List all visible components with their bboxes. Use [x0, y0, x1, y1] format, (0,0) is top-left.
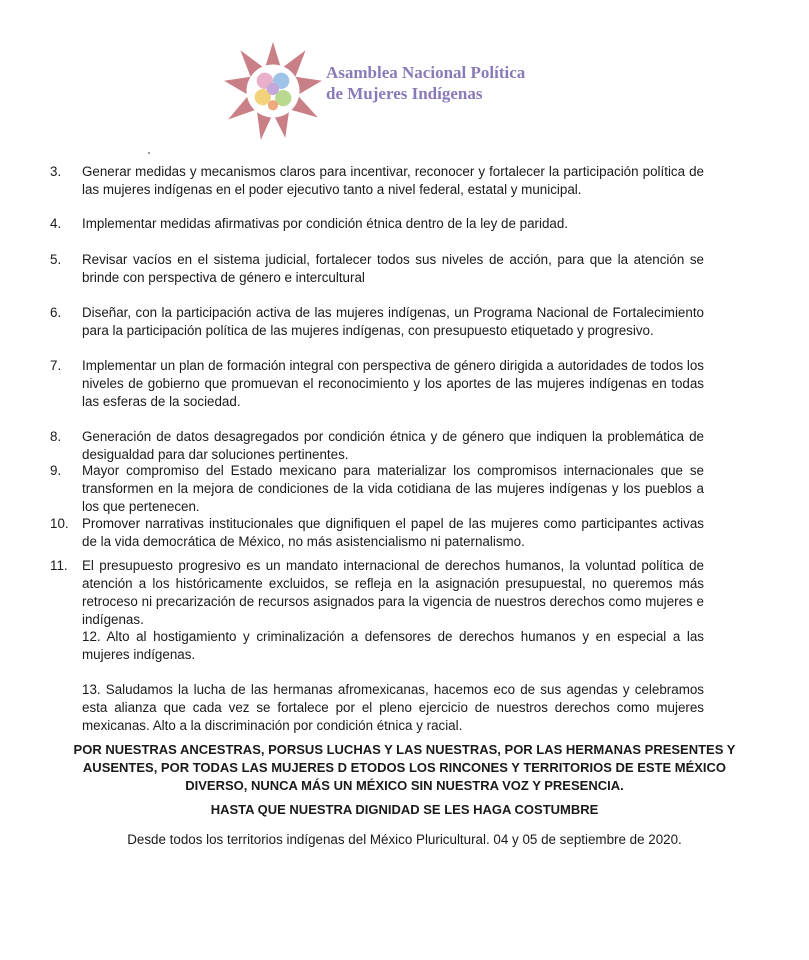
list-item-text: El presupuesto progresivo es un mandato internacional de derechos humanos, la voluntad política de atención a los históricamente excluidos, se refleja en la asignación presupuestal, no queremos más retroceso ni precarización de recursos asignados para la vigencia de nuestros derechos como mujeres e indígenas.	[82, 558, 704, 627]
list-item	[50, 557, 704, 629]
list-item-text: Implementar medidas afirmativas por condición étnica dentro de la ley de paridad.	[82, 216, 569, 231]
list-item	[50, 428, 704, 464]
list-item-text: Diseñar, con la participación activa de las mujeres indígenas, un Programa Nacional de Fortalecimiento para la participación política de las mujeres indígenas, con presupuesto etiquetado y progresivo.	[82, 305, 704, 338]
list-item-number: 4.	[50, 216, 62, 231]
closing-line-3: DIVERSO, NUNCA MÁS UN MÉXICO SIN NUESTRA VOZ Y PRESENCIA.	[185, 778, 624, 793]
document-header	[222, 40, 642, 150]
organization-name-line-2: de Mujeres Indígenas	[326, 84, 483, 103]
list-item	[50, 462, 704, 516]
list-item-text: Generar medidas y mecanismos claros para incentivar, reconocer y fortalecer la participación política de las mujeres indígenas en el poder ejecutivo tanto a nivel federal, estatal y municipal.	[82, 164, 704, 197]
list-item	[50, 215, 704, 233]
list-item-text: Mayor compromiso del Estado mexicano para materializar los compromisos internacionales que se transformen en la mejora de condiciones de la vida cotidiana de las mujeres indígenas y los pueblos a los que pertenecen.	[82, 463, 704, 514]
list-item-number: 10.	[50, 516, 69, 531]
list-item	[50, 515, 704, 551]
list-item-number: 5.	[50, 252, 62, 267]
stray-mark	[148, 152, 150, 154]
list-item-number: 7.	[50, 358, 62, 373]
list-item-13: 13. Saludamos la lucha de las hermanas afromexicanas, hacemos eco de sus agendas y celebramos esta alianza que cada vez se fortalece por el pleno ejercicio de nuestros derechos como mujeres mexicanas. Alto a la discriminación por condición étnica y racial.	[82, 682, 704, 733]
list-item-number: 3.	[50, 164, 62, 179]
closing-statement	[60, 741, 749, 795]
list-item-number: 9.	[50, 463, 62, 478]
closing-line-1: POR NUESTRAS ANCESTRAS, PORSUS LUCHAS Y LAS NUESTRAS, POR LAS HERMANAS PRESENTES Y	[73, 742, 736, 757]
list-item	[50, 251, 704, 287]
list-item-12: 12. Alto al hostigamiento y criminalización a defensores de derechos humanos y en especial a las mujeres indígenas.	[82, 629, 704, 662]
list-item-number: 11.	[50, 558, 68, 573]
organization-name-line-1: Asamblea Nacional Política	[326, 63, 526, 82]
list-item	[50, 304, 704, 340]
list-item-number: 6.	[50, 305, 62, 320]
list-item-text: Revisar vacíos en el sistema judicial, fortalecer todos sus niveles de acción, para que la atención se brinde con perspectiva de género e intercultural	[82, 252, 704, 285]
motto: HASTA QUE NUESTRA DIGNIDAD SE LES HAGA COSTUMBRE	[210, 802, 599, 817]
organization-name	[326, 62, 525, 104]
list-item-text: Generación de datos desagregados por condición étnica y de género que indiquen la problemática de desigualdad para dar soluciones pertinentes.	[82, 429, 704, 462]
assembly-logo-icon	[222, 40, 324, 142]
list-item	[50, 163, 704, 199]
list-item-text: Promover narrativas institucionales que dignifiquen el papel de las mujeres como participantes activas de la vida democrática de México, no más asistencialismo ni paternalismo.	[82, 516, 704, 549]
closing-line-2: AUSENTES, POR TODAS LAS MUJERES D ETODOS LOS RINCONES Y TERRITORIOS DE ESTE MÉXICO	[82, 760, 727, 775]
list-item-text: Implementar un plan de formación integral con perspectiva de género dirigida a autoridades de todos los niveles de gobierno que promuevan el reconocimiento y los aportes de las mujeres indígenas en todas las esferas de la sociedad.	[82, 358, 704, 409]
list-item-number: 8.	[50, 429, 62, 444]
signoff: Desde todos los territorios indígenas del México Pluricultural. 04 y 05 de septiembre de 2020.	[127, 832, 682, 847]
list-item	[50, 357, 704, 411]
